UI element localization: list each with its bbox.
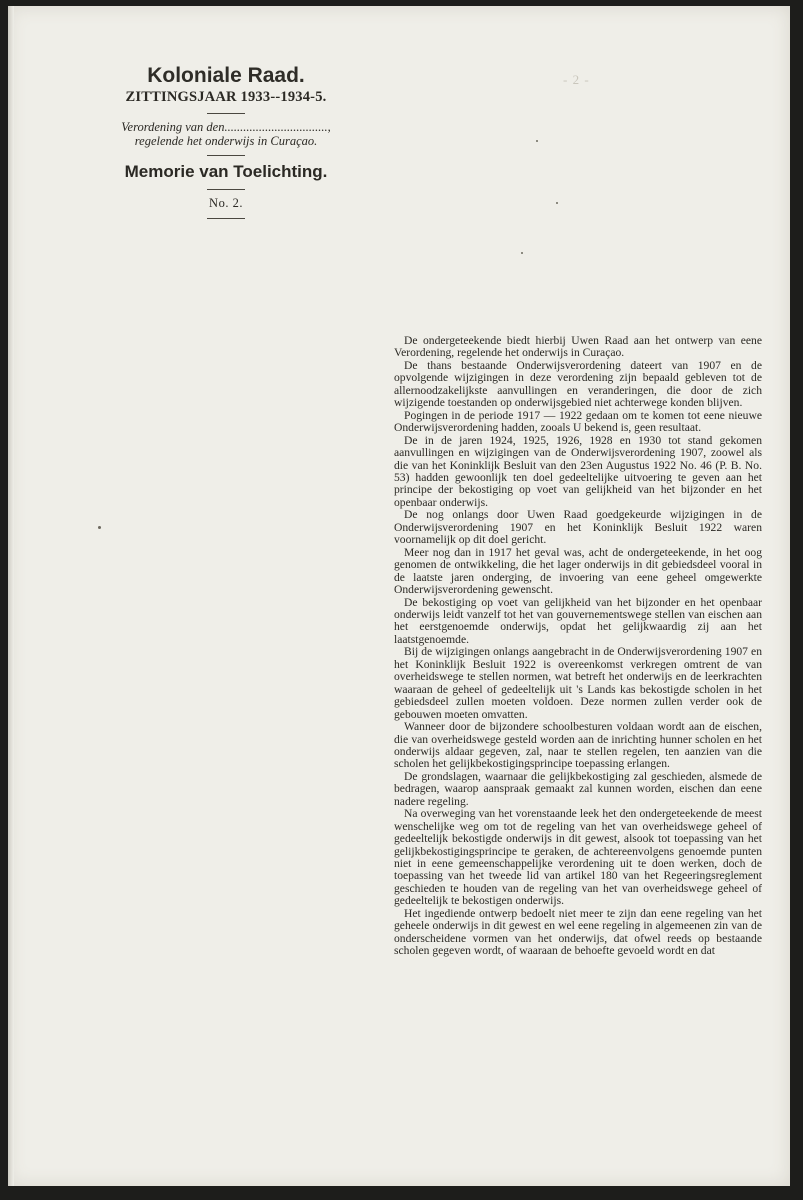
paragraph: De thans bestaande Onderwijsverordening dateert van 1907 en de opvolgende wijzigingen in deze verordening zijn bepaald gebleven tot de allernoodzakelijkste aanvullingen en veranderingen, die door de zich wijzigende toestanden op onderwijsgebied niet achterwege konden blijven.	[394, 358, 762, 410]
paragraph: De bekostiging op voet van gelijkheid van het bijzonder en het openbaar onderwijs leidt vanzelf tot het van gouvernementswege stellen van eischen aan het eerstgenoemde onderwijs, opdat het gelijkwaardig zij aan het laatstgenoemde.	[394, 595, 762, 646]
divider	[207, 155, 245, 156]
ordinance-title-line-2: regelende het onderwijs in Curaçao.	[134, 134, 318, 148]
paragraph: De grondslagen, waarnaar die gelijkbekostiging zal geschieden, alsmede de bedragen, waarop aanspraak gemaakt zal kunnen worden, eischen dan eene nadere regeling.	[394, 769, 762, 808]
paragraph: Bij de wijzigingen onlangs aangebracht in de Onderwijsverordening 1907 en het Koninklijk Besluit 1922 is overeenkomst verkregen omtrent de van overheidswege te stellen normen, wat betreft het onderwijs en de leerkrachten waaraan de geheel of gedeeltelijk uit 's Lands kas bekostigde scholen in het gebiedsdeel zullen moeten voldoen. Deze normen zullen verder ook de gebouwen moeten omvatten.	[394, 645, 762, 721]
session-year: ZITTINGSJAAR 1933--1934-5.	[125, 89, 327, 105]
divider	[207, 218, 245, 219]
paragraph: Pogingen in de periode 1917 — 1922 gedaan om te komen tot eene nieuwe Onderwijsverordening hadden, zooals U bekend is, geen resultaat.	[394, 408, 762, 435]
paragraph: Na overweging van het vorenstaande leek het den ondergeteekende de meest wenschelijke weg om tot de regeling van het van overheidswege geheel of gedeeltelijk bekostigde onderwijs in dit gewest, alsook tot toepassing van het gelijkbekostigingsprincipe te geraken, de achtereenvolgens genoemde punten niet in eene gemeenschappelijke verordening uit te doen werken, doch de toepassing van het tweede lid van artikel 180 van het Regeeringsreglement geschieden te houden van de regeling van het van overheidswege geheel of gedeeltelijk te bekostigen onderwijs.	[394, 807, 762, 908]
paper-speck	[556, 202, 558, 204]
divider	[207, 189, 245, 190]
paragraph: Meer nog dan in 1917 het geval was, acht de ondergeteekende, in het oog genomen de ontwikkeling, die het lager onderwijs in dit gebiedsdeel vooral in de laatste jaren onderging, de invoering van eene geheel omgewerkte Onderwijsverordening gewenscht.	[394, 545, 762, 597]
memo-body	[394, 335, 762, 958]
paper-speck	[521, 252, 523, 254]
memo-title: Memorie van Toelichting.	[124, 162, 328, 181]
council-title: Koloniale Raad.	[147, 64, 305, 87]
paper-speck	[98, 526, 101, 529]
divider	[207, 113, 245, 114]
paragraph: De in de jaren 1924, 1925, 1926, 1928 en 1930 tot stand gekomen aanvullingen en wijzigingen van de Onderwijsverordening 1907, zoowel als die van het Koninklijk Besluit van den 23en Augustus 1922 No. 46 (P. B. No. 53) hadden gewoonlijk ten doel gedeeltelijke uitvoering te geven aan het principe der bekostiging op voet van gelijkheid van het bijzonder en het openbaar onderwijs.	[394, 433, 762, 509]
paragraph: De nog onlangs door Uwen Raad goedgekeurde wijzigingen in de Onderwijsverordening 1907 en het Koninklijk Besluit 1922 waren voornamelijk op dit doel gericht.	[394, 508, 762, 547]
document-header	[66, 64, 386, 225]
paragraph: De ondergeteekende biedt hierbij Uwen Raad aan het ontwerp van eene Verordening, regelende het onderwijs in Curaçao.	[394, 334, 762, 360]
page-number: - 2 -	[563, 72, 590, 87]
page-binding-edge	[8, 6, 14, 1186]
paragraph: Wanneer door de bijzondere schoolbesturen voldaan wordt aan de eischen, die van overheidswege gesteld worden aan de inrichting hunner scholen en het onderwijs aldaar gegeven, zal, naar te stellen regelen, ten aanzien van die scholen het gelijkbekostigingsprincipe toepassing erlangen.	[394, 720, 762, 771]
paragraph: Het ingediende ontwerp bedoelt niet meer te zijn dan eene regeling van het geheele onderwijs in dit gewest en wel eene regeling in algemeenen zin van de onderscheidene vormen van het onderwijs, dat ofwel reeds op bestaande scholen gegeven wordt, of waaraan de behoefte gevoeld wordt en dat	[394, 906, 762, 958]
document-page	[8, 6, 790, 1186]
document-number: No. 2.	[209, 196, 243, 210]
ordinance-title-line-1: Verordening van den.................................,	[121, 120, 331, 134]
paper-speck	[536, 140, 538, 142]
